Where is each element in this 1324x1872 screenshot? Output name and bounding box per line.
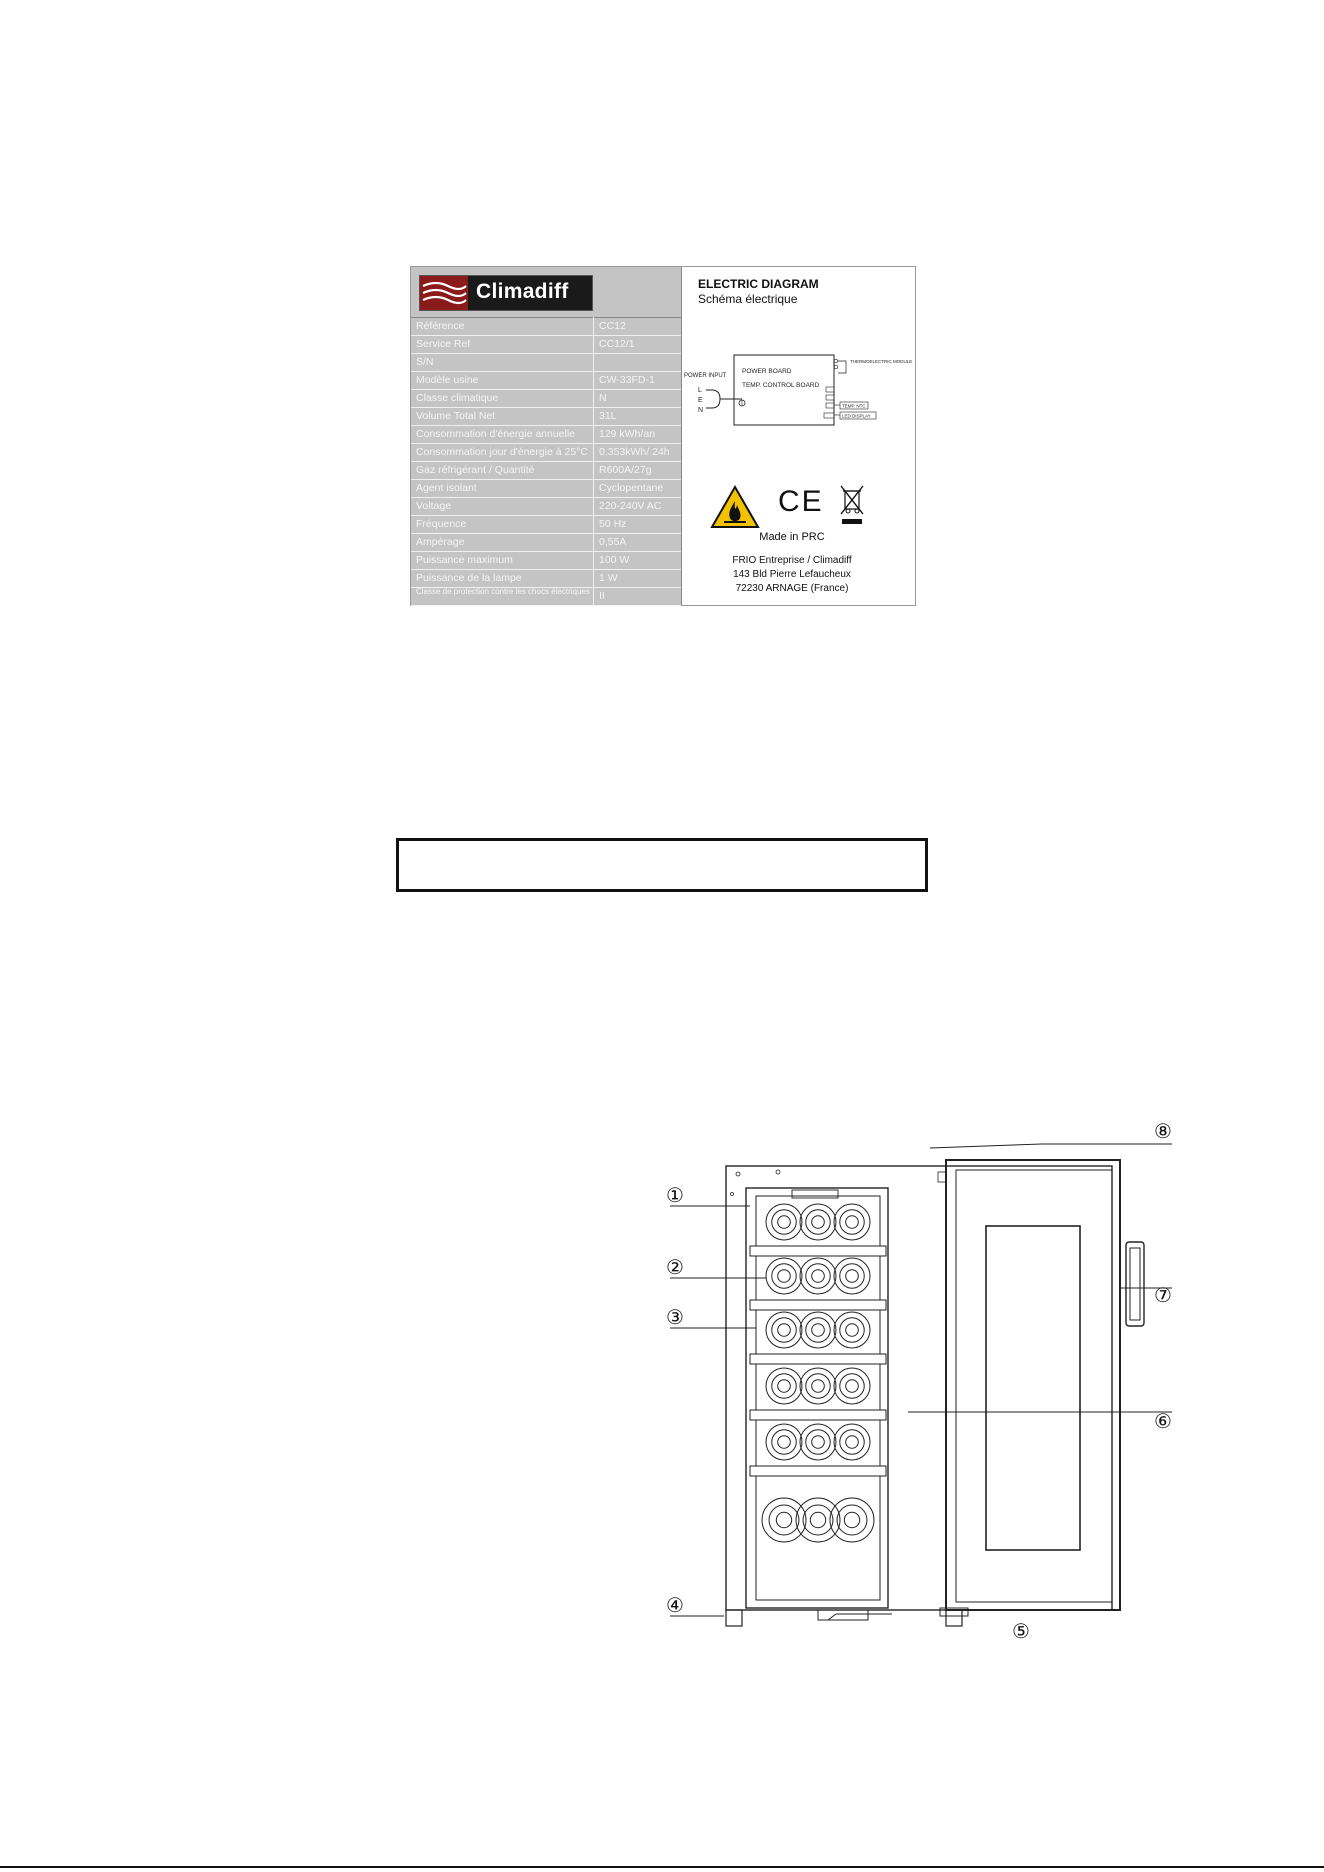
spec-label: Classe climatique bbox=[416, 392, 499, 404]
spec-value: 100 W bbox=[599, 554, 630, 566]
made-in-text: Made in PRC bbox=[759, 531, 825, 543]
wine-cooler-drawing bbox=[660, 1120, 1180, 1660]
bottle-end bbox=[806, 1264, 830, 1288]
spec-row bbox=[411, 461, 681, 480]
callout-2: ② bbox=[666, 1255, 684, 1279]
bottle-end bbox=[772, 1264, 796, 1288]
bottle-end bbox=[846, 1216, 859, 1229]
spec-label: Puissance maximum bbox=[416, 554, 513, 566]
spec-label: Agent isolant bbox=[416, 482, 477, 494]
bottle-end bbox=[778, 1324, 791, 1337]
bottle-end bbox=[772, 1430, 796, 1454]
pin-e: E bbox=[698, 397, 703, 404]
bottle-end bbox=[846, 1436, 859, 1449]
spec-row bbox=[411, 443, 681, 462]
bottle-end bbox=[812, 1380, 825, 1393]
bottle-end bbox=[812, 1436, 825, 1449]
bottle-end bbox=[806, 1430, 830, 1454]
spec-value: 50 Hz bbox=[599, 518, 627, 530]
spec-row bbox=[411, 551, 681, 570]
spec-label: Référence bbox=[416, 320, 465, 332]
control-board-label: TEMP. CONTROL BOARD bbox=[742, 382, 820, 389]
bottle-end bbox=[837, 1505, 867, 1535]
spec-label: Consommation d'énergie annuelle bbox=[416, 428, 576, 440]
power-board-label: POWER BOARD bbox=[742, 368, 792, 375]
spec-label: Fréquence bbox=[416, 518, 467, 530]
callout-8: ⑧ bbox=[1154, 1120, 1172, 1143]
spec-value: 220-240V AC bbox=[599, 500, 662, 512]
spec-label: Puissance de la lampe bbox=[416, 572, 522, 584]
bottle-end bbox=[778, 1270, 791, 1283]
page-bottom-rule bbox=[0, 1866, 1324, 1868]
callout-1: ① bbox=[666, 1183, 684, 1207]
bottle-end bbox=[812, 1270, 825, 1283]
bottle-end bbox=[846, 1324, 859, 1337]
bottle-end bbox=[840, 1210, 864, 1234]
bottle-end bbox=[803, 1505, 833, 1535]
address-line-2: 143 Bld Pierre Lefaucheux bbox=[733, 569, 851, 580]
spec-row bbox=[411, 587, 681, 606]
shelf bbox=[750, 1410, 886, 1420]
spec-row bbox=[411, 569, 681, 588]
bottle-end bbox=[772, 1318, 796, 1342]
empty-frame bbox=[396, 838, 928, 892]
spec-value: II bbox=[599, 590, 605, 602]
spec-value: R600A/27g bbox=[599, 464, 652, 476]
spec-value: 129 kWh/an bbox=[599, 428, 656, 440]
spec-value: CC12 bbox=[599, 320, 626, 332]
bottle-end bbox=[840, 1264, 864, 1288]
shelf bbox=[750, 1354, 886, 1364]
spec-row bbox=[411, 407, 681, 426]
spec-label: Modèle usine bbox=[416, 374, 479, 386]
spec-row bbox=[411, 497, 681, 516]
spec-row bbox=[411, 317, 681, 336]
bottle-end bbox=[846, 1380, 859, 1393]
spec-value: 0,55A bbox=[599, 536, 627, 548]
spec-row bbox=[411, 533, 681, 552]
wiring-diagram bbox=[682, 347, 915, 457]
sensor-label: TEMP. NTC bbox=[842, 403, 866, 409]
address-line-1: FRIO Entreprise / Climadiff bbox=[732, 555, 852, 566]
spec-label: Classe de protection contre les chocs électriques bbox=[416, 587, 590, 596]
bottle-end bbox=[769, 1505, 799, 1535]
diagram-title: ELECTRIC DIAGRAM bbox=[698, 277, 819, 291]
module-label: THERMOELECTRIC MODULE bbox=[850, 359, 913, 364]
bottle-end bbox=[778, 1436, 791, 1449]
spec-label: Service Ref bbox=[416, 338, 471, 350]
bottle-end bbox=[840, 1318, 864, 1342]
spec-row bbox=[411, 353, 681, 372]
callout-7: ⑦ bbox=[1154, 1283, 1172, 1307]
spec-table bbox=[411, 267, 682, 605]
callout-5: ⑤ bbox=[1012, 1619, 1030, 1643]
pin-n: N bbox=[698, 407, 704, 414]
display-label: LED DISPLAY bbox=[842, 413, 871, 419]
bottle-end bbox=[812, 1216, 825, 1229]
spec-label: Volume Total Net bbox=[416, 410, 496, 422]
shelf bbox=[750, 1300, 886, 1310]
pin-l: L bbox=[698, 387, 702, 394]
spec-row bbox=[411, 425, 681, 444]
bottle-end bbox=[844, 1512, 859, 1527]
shelf bbox=[750, 1466, 886, 1476]
bottle-end bbox=[772, 1210, 796, 1234]
ce-mark-icon: CE bbox=[778, 485, 824, 518]
spec-row bbox=[411, 515, 681, 534]
spec-row bbox=[411, 479, 681, 498]
flammable-warning-icon bbox=[710, 485, 760, 529]
bottle-end bbox=[812, 1324, 825, 1337]
callout-4: ④ bbox=[666, 1593, 684, 1617]
spec-label: S/N bbox=[416, 356, 434, 368]
electric-diagram-panel bbox=[682, 267, 915, 605]
bottle-end bbox=[778, 1216, 791, 1229]
spec-label: Ampérage bbox=[416, 536, 465, 548]
bottle-end bbox=[776, 1512, 791, 1527]
spec-row bbox=[411, 389, 681, 408]
spec-label: Consommation jour d'énergie à 25°C bbox=[416, 446, 588, 458]
bottle-end bbox=[772, 1374, 796, 1398]
spec-value: N bbox=[599, 392, 607, 404]
spec-row bbox=[411, 371, 681, 390]
brand-name: Climadiff bbox=[476, 280, 569, 303]
bottle-end bbox=[846, 1270, 859, 1283]
address-line-3: 72230 ARNAGE (France) bbox=[735, 583, 849, 594]
spec-label: Voltage bbox=[416, 500, 452, 512]
bottle-end bbox=[778, 1380, 791, 1393]
spec-value: 1 W bbox=[599, 572, 618, 584]
wave-icon bbox=[420, 276, 468, 310]
spec-label: Gaz réfrigérant / Quantité bbox=[416, 464, 535, 476]
power-input-label: POWER INPUT bbox=[684, 373, 727, 379]
spec-value: CC12/1 bbox=[599, 338, 635, 350]
bottle-end bbox=[806, 1318, 830, 1342]
bottle-end bbox=[810, 1512, 825, 1527]
spec-value: CW-33FD-1 bbox=[599, 374, 655, 386]
shelf bbox=[750, 1246, 886, 1256]
spec-value: 31L bbox=[599, 410, 617, 422]
climadiff-logo bbox=[419, 275, 593, 311]
weee-bin-icon bbox=[838, 483, 866, 527]
bottle-end bbox=[806, 1374, 830, 1398]
bottle-end bbox=[840, 1430, 864, 1454]
callout-6: ⑥ bbox=[1154, 1409, 1172, 1433]
brand-logo-area bbox=[411, 267, 681, 318]
spec-row bbox=[411, 335, 681, 354]
spec-value: Cyclopentane bbox=[599, 482, 664, 494]
rating-plate bbox=[410, 266, 916, 606]
bottle-end bbox=[806, 1210, 830, 1234]
spec-value: 0.353kWh/ 24h bbox=[599, 446, 670, 458]
callout-3: ③ bbox=[666, 1305, 684, 1329]
diagram-subtitle: Schéma électrique bbox=[698, 292, 798, 306]
bottle-end bbox=[840, 1374, 864, 1398]
